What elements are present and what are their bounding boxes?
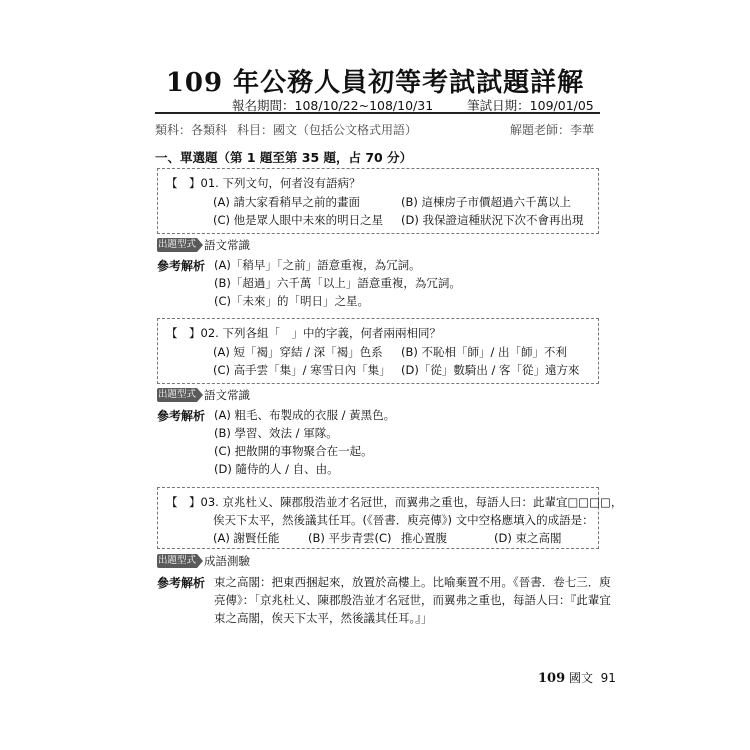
question-box-2 [157,318,599,384]
header-rule [155,112,600,114]
analysis-label: 參考解析 [157,576,206,590]
analysis-line: (D) 隨侍的人 / 自、由。 [214,462,339,476]
option-c: 推心置腹 [401,531,447,545]
question-box-3 [157,487,623,549]
meta-line [155,121,600,138]
question-stem: 【 】03. 京兆杜乂、陳郡殷浩並才名冠世，而翼弗之重也，每語人曰：此輩宜□□□□， [166,495,623,509]
analysis-line: (C)「未來」的「明日」之星。 [214,294,370,308]
analysis-label: 參考解析 [157,259,206,273]
registration-period: 報名期間：108/10/22~108/10/31 [232,98,434,113]
footer-year: 109 [538,671,566,686]
question-stem: 【 】02. 下列各組「 」中的字義，何者兩兩相同？ [166,326,441,340]
analysis-line: 束之高閣，俟天下太平，然後議其任耳。』」 [214,611,433,625]
analysis-line: (B)「超過」六千萬「以上」語意重複，為冗詞。 [214,276,461,290]
type-chip: 出題型式 [157,389,196,400]
page-footer [538,669,616,686]
option-b: (B) 這棟房子市價超過六千萬以上 [401,195,572,209]
type-text: 語文常識 [204,238,250,252]
option-c: (C) 高手雲「集」/ 寒雪日內「集」 [213,363,391,377]
category: 類科：各類科 [155,123,228,137]
option-c: (C) 他是眾人眼中未來的明日之星 [213,213,384,227]
section-title: 一、單選題（第 1 題至第 35 題，占 70 分） [155,150,413,165]
analysis-line: 亮傳》：「京兆杜乂、陳郡殷浩並才名冠世，而翼弗之重也，每語人曰：『此輩宜 [214,593,611,607]
analysis-label: 參考解析 [157,409,206,423]
option-d: (D) 我保證這種狀況下次不會再出現 [401,213,584,227]
type-text: 語文常識 [204,388,250,402]
page-title: 109 年公務人員初等考試試題詳解 [165,68,585,98]
analysis-line: (A) 粗毛、布製成的衣服 / 黃黑色。 [214,408,396,422]
footer-subject: 國文 [568,671,593,685]
option-d: (D)「從」數騎出 / 客「從」遠方來 [401,363,580,377]
option-a: (A) 短「褐」穿結 / 深「褐」色系 [213,345,383,359]
option-a: (A) 請大家看稍早之前的畫面 [213,195,360,209]
analysis-line: (A)「稍早」「之前」語意重複，為冗詞。 [214,258,421,272]
analysis-line: (B) 學習、效法 / 軍隊。 [214,426,338,440]
type-text: 成語測驗 [204,554,250,568]
analysis-line: (C) 把散開的事物聚合在一起。 [214,444,373,458]
teacher: 解題老師：李華 [509,123,594,137]
option-b: (B) 不恥相「師」/ 出「師」不利 [401,345,568,359]
type-chip: 出題型式 [157,555,196,566]
analysis-line: 束之高閣：把東西捆起來，放置於高樓上。比喻棄置不用。《晉書．卷七三．庾 [214,575,611,589]
type-chip: 出題型式 [157,239,196,250]
subject: 科目：國文（包括公文格式用語） [237,123,418,137]
question-stem-cont: 俟天下太平，然後議其任耳。(《晉書．庾亮傳》) 文中空格應填入的成語是： [213,513,594,527]
option-d: (D) 束之高閣 [494,531,562,545]
option-a: (A) 謝賢任能 [213,531,280,545]
page-number: 91 [600,671,616,685]
question-stem: 【 】01. 下列文句，何者沒有語病？ [166,176,361,190]
question-box-1 [157,168,599,234]
option-b: (B) 平步青雲(C) [308,531,392,545]
exam-date: 筆試日期：109/01/05 [467,98,594,113]
